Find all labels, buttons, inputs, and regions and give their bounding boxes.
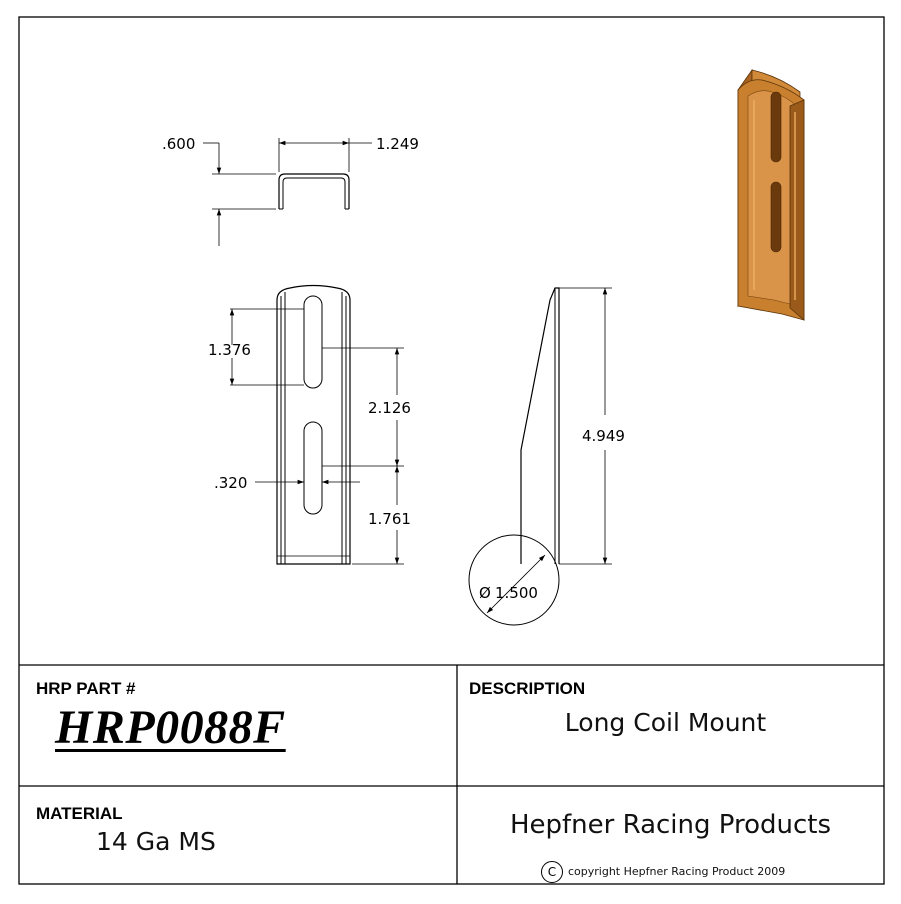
dim-slot-length: 1.376 bbox=[208, 341, 251, 359]
dim-width-top: 1.249 bbox=[376, 135, 419, 153]
description-value: Long Coil Mount bbox=[564, 708, 767, 737]
diameter-symbol: Ø bbox=[479, 584, 491, 602]
material-label: MATERIAL bbox=[36, 804, 123, 823]
material-value: 14 Ga MS bbox=[96, 827, 216, 856]
description-label: DESCRIPTION bbox=[469, 679, 586, 698]
copyright-icon: C bbox=[541, 861, 563, 883]
part-number-label: HRP PART # bbox=[36, 679, 136, 698]
dim-overall-length: 4.949 bbox=[582, 427, 625, 445]
dim-bend-radius: 1.500 bbox=[495, 584, 538, 602]
company-name: Hepfner Racing Products bbox=[509, 810, 832, 840]
dim-slot-spacing: 2.126 bbox=[368, 399, 411, 417]
part-number: HRP0088F bbox=[55, 701, 286, 754]
top-view bbox=[203, 138, 372, 246]
dim-height-top: .600 bbox=[162, 135, 196, 153]
side-view bbox=[469, 288, 612, 625]
dim-slot-width: .320 bbox=[214, 474, 248, 492]
dim-slot-offset: 1.761 bbox=[368, 510, 411, 528]
copyright-text: copyright Hepfner Racing Product 2009 bbox=[568, 865, 786, 878]
part-3d-render bbox=[738, 70, 804, 320]
